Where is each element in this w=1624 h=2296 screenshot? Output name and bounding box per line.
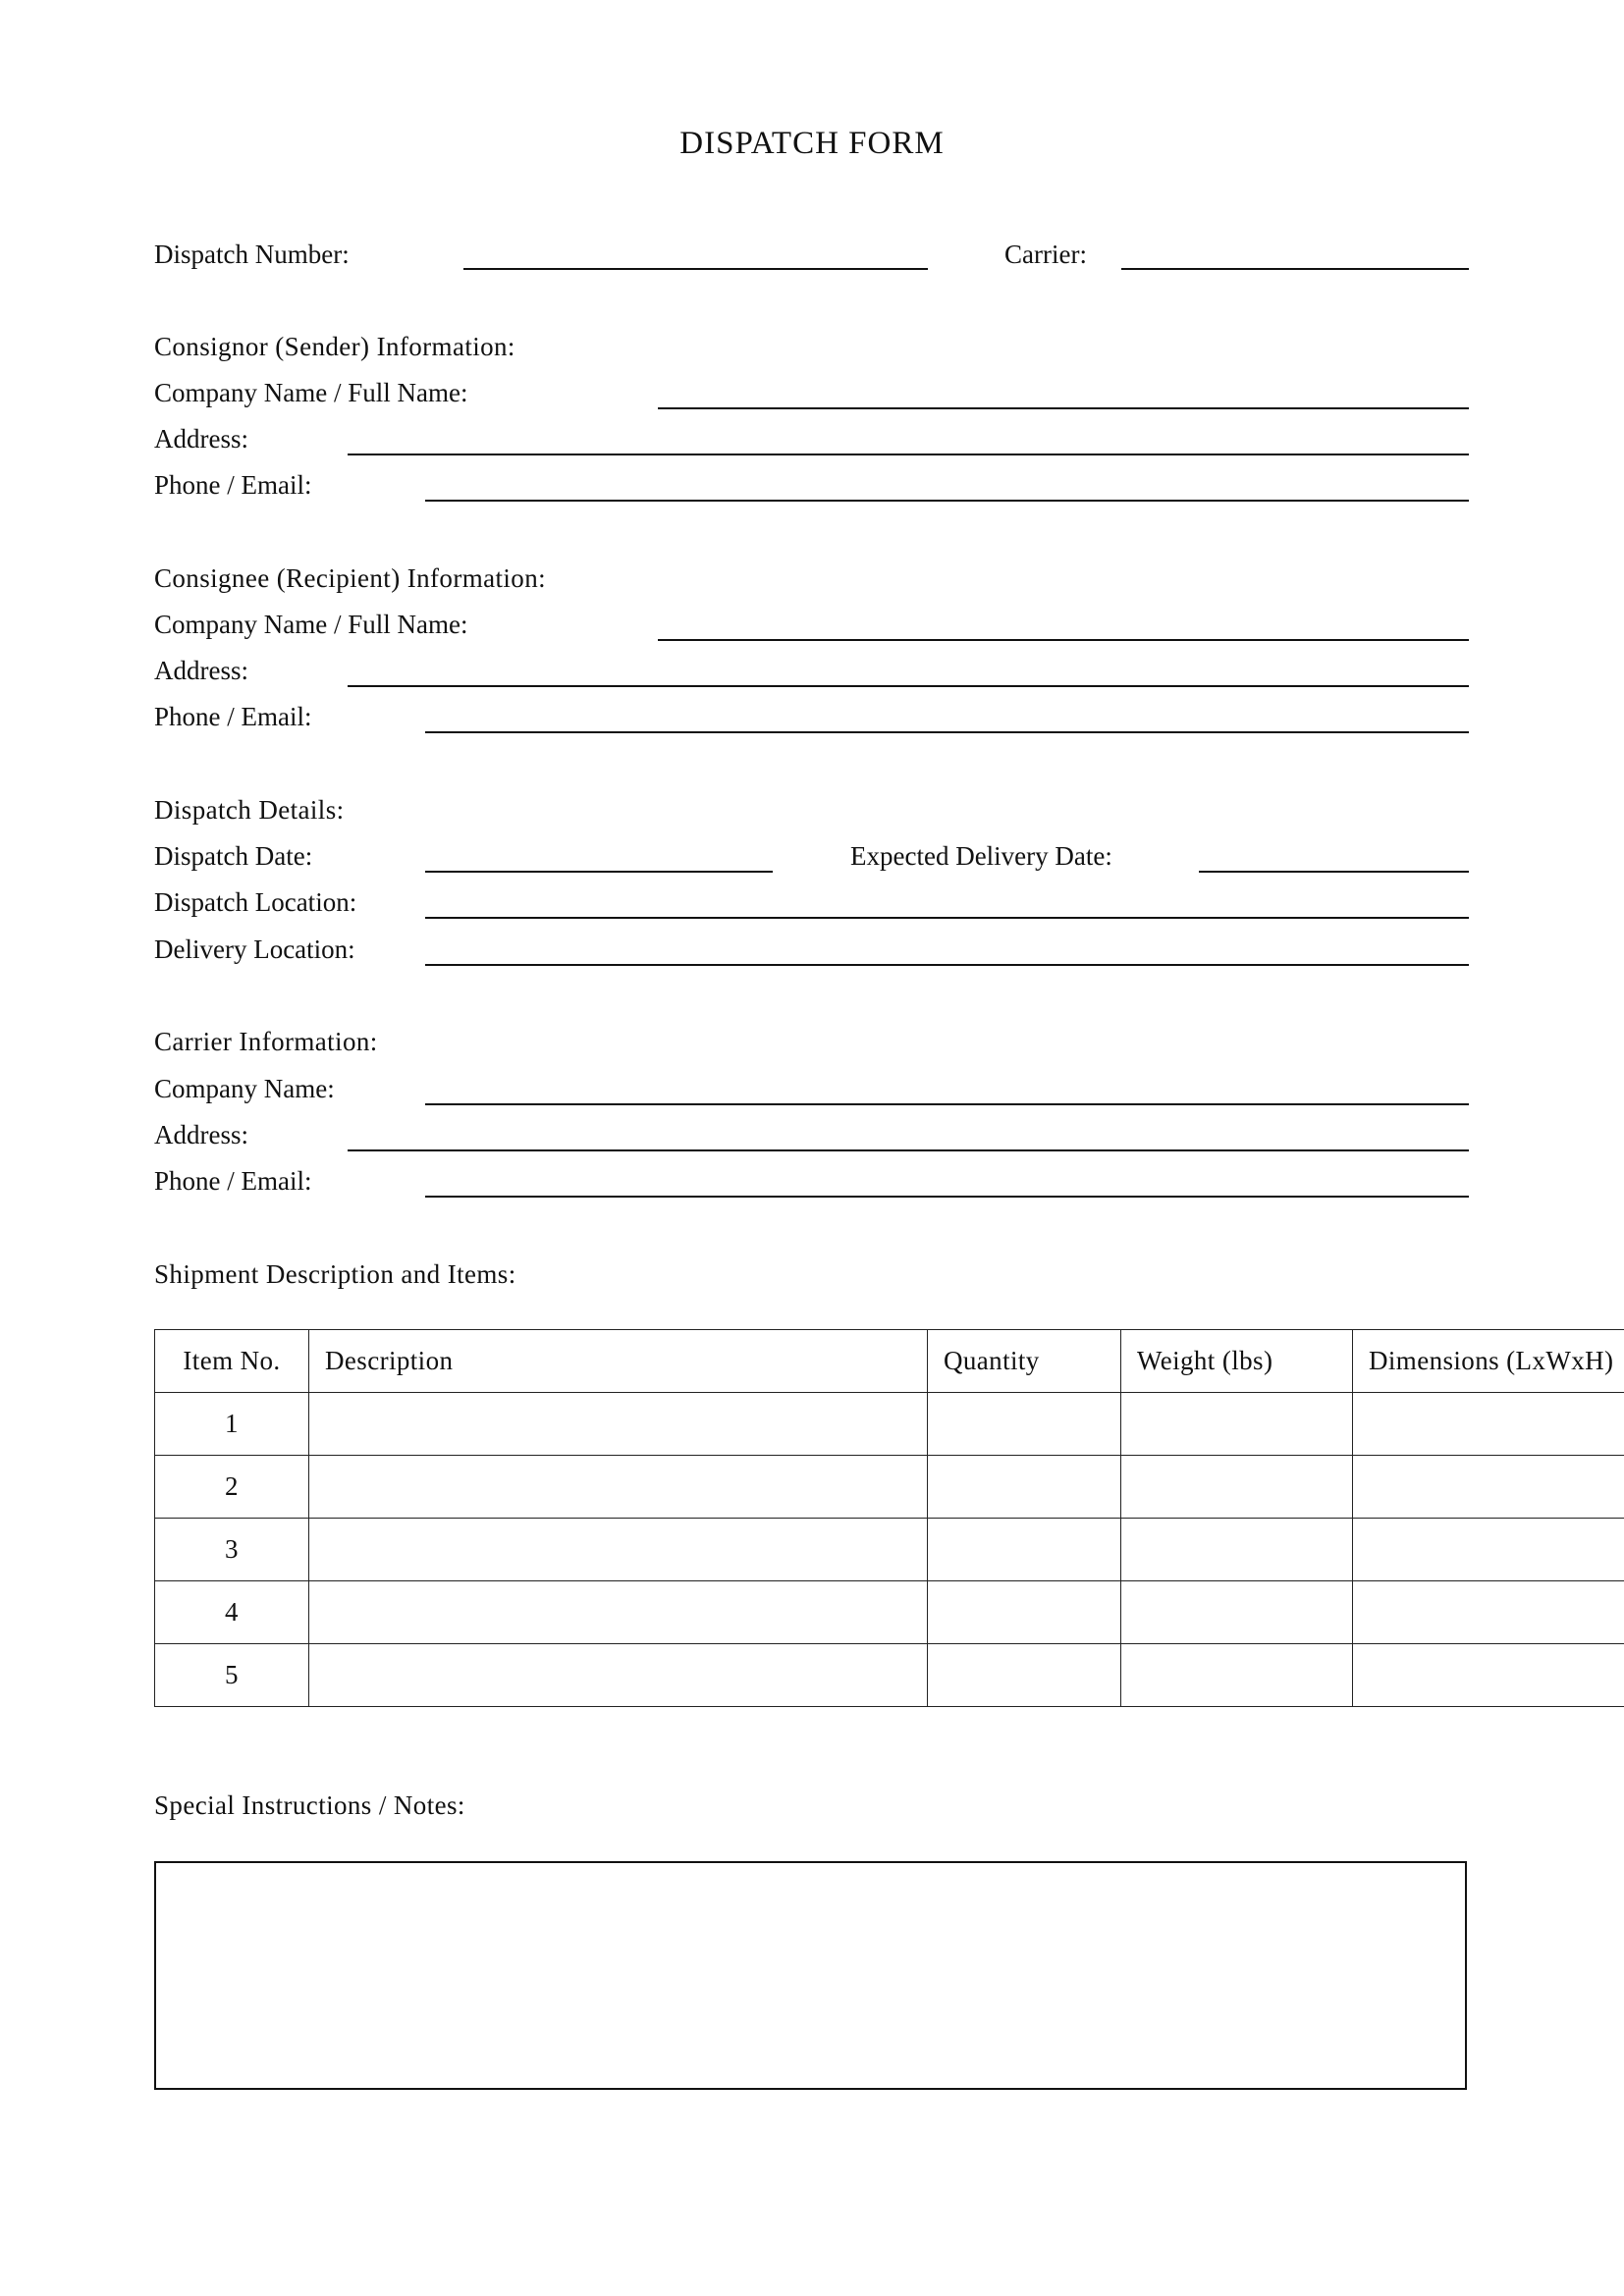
item-no-cell: 5: [155, 1644, 309, 1707]
dispatch-number-label: Dispatch Number:: [154, 240, 350, 269]
table-row: [155, 1393, 1624, 1456]
delivery-location-line[interactable]: [425, 964, 1469, 966]
consignee-company-label: Company Name / Full Name:: [154, 610, 468, 639]
consignor-address-label: Address:: [154, 424, 248, 454]
description-cell[interactable]: [309, 1581, 928, 1644]
consignee-phone-label: Phone / Email:: [154, 702, 312, 731]
dimensions-cell[interactable]: [1353, 1456, 1624, 1519]
column-header-description: Description: [309, 1330, 928, 1393]
shipment-heading: Shipment Description and Items:: [154, 1259, 516, 1289]
item-no-cell: 2: [155, 1456, 309, 1519]
consignee-company-line[interactable]: [658, 639, 1469, 641]
weight-cell[interactable]: [1121, 1581, 1353, 1644]
dispatch-location-line[interactable]: [425, 917, 1469, 919]
quantity-cell[interactable]: [928, 1456, 1121, 1519]
carrier-line[interactable]: [1121, 268, 1469, 270]
column-header-weight: Weight (lbs): [1121, 1330, 1353, 1393]
table-row: [155, 1644, 1624, 1707]
dispatch-number-line[interactable]: [463, 268, 928, 270]
consignor-heading: Consignor (Sender) Information:: [154, 332, 515, 361]
description-cell[interactable]: [309, 1519, 928, 1581]
consignor-company-label: Company Name / Full Name:: [154, 378, 468, 407]
consignor-company-line[interactable]: [658, 407, 1469, 409]
expected-delivery-date-label: Expected Delivery Date:: [850, 841, 1112, 871]
table-header-row: [155, 1330, 1624, 1393]
weight-cell[interactable]: [1121, 1393, 1353, 1456]
quantity-cell[interactable]: [928, 1519, 1121, 1581]
dimensions-cell[interactable]: [1353, 1519, 1624, 1581]
expected-delivery-date-line[interactable]: [1199, 871, 1469, 873]
column-header-item-no: Item No.: [155, 1330, 309, 1393]
item-no-cell: 1: [155, 1393, 309, 1456]
notes-box[interactable]: [154, 1861, 1467, 2090]
consignee-phone-line[interactable]: [425, 731, 1469, 733]
dispatch-date-line[interactable]: [425, 871, 773, 873]
carrier-company-label: Company Name:: [154, 1074, 335, 1103]
carrier-address-label: Address:: [154, 1120, 248, 1149]
dimensions-cell[interactable]: [1353, 1581, 1624, 1644]
quantity-cell[interactable]: [928, 1644, 1121, 1707]
column-header-dimensions: Dimensions (LxWxH): [1353, 1330, 1624, 1393]
column-header-quantity: Quantity: [928, 1330, 1121, 1393]
weight-cell[interactable]: [1121, 1644, 1353, 1707]
dimensions-cell[interactable]: [1353, 1644, 1624, 1707]
quantity-cell[interactable]: [928, 1581, 1121, 1644]
description-cell[interactable]: [309, 1644, 928, 1707]
item-no-cell: 3: [155, 1519, 309, 1581]
consignee-heading: Consignee (Recipient) Information:: [154, 563, 546, 593]
dispatch-location-label: Dispatch Location:: [154, 887, 357, 917]
items-table: [154, 1329, 1624, 1707]
dispatch-date-label: Dispatch Date:: [154, 841, 313, 871]
carrier-address-line[interactable]: [348, 1149, 1469, 1151]
carrier-company-line[interactable]: [425, 1103, 1469, 1105]
consignor-phone-label: Phone / Email:: [154, 470, 312, 500]
carrier-phone-line[interactable]: [425, 1196, 1469, 1198]
carrier-info-heading: Carrier Information:: [154, 1027, 378, 1056]
table-row: [155, 1581, 1624, 1644]
delivery-location-label: Delivery Location:: [154, 934, 355, 964]
table-row: [155, 1519, 1624, 1581]
quantity-cell[interactable]: [928, 1393, 1121, 1456]
table-row: [155, 1456, 1624, 1519]
carrier-label: Carrier:: [1004, 240, 1087, 269]
description-cell[interactable]: [309, 1393, 928, 1456]
carrier-phone-label: Phone / Email:: [154, 1166, 312, 1196]
consignee-address-label: Address:: [154, 656, 248, 685]
notes-heading: Special Instructions / Notes:: [154, 1790, 465, 1820]
dimensions-cell[interactable]: [1353, 1393, 1624, 1456]
item-no-cell: 4: [155, 1581, 309, 1644]
weight-cell[interactable]: [1121, 1456, 1353, 1519]
weight-cell[interactable]: [1121, 1519, 1353, 1581]
consignee-address-line[interactable]: [348, 685, 1469, 687]
description-cell[interactable]: [309, 1456, 928, 1519]
consignor-address-line[interactable]: [348, 454, 1469, 455]
page-title: DISPATCH FORM: [679, 126, 945, 161]
consignor-phone-line[interactable]: [425, 500, 1469, 502]
dispatch-details-heading: Dispatch Details:: [154, 795, 345, 825]
